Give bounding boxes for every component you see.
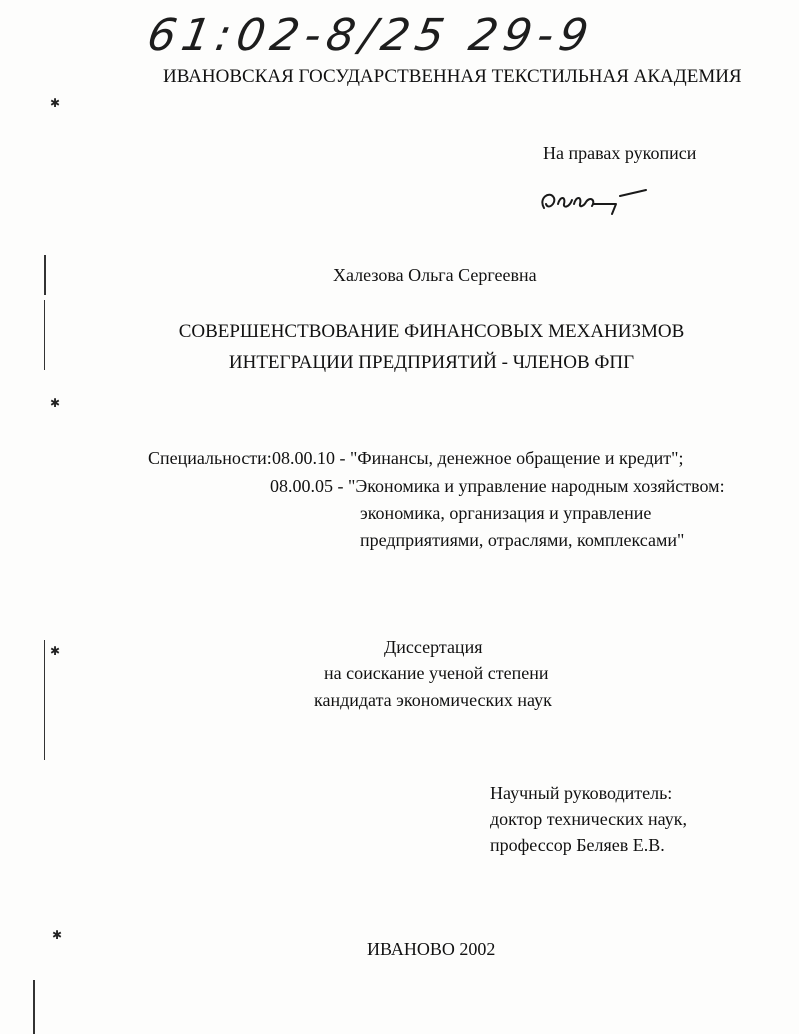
author-signature <box>536 182 654 224</box>
supervisor-name: профессор Беляев Е.В. <box>490 835 665 855</box>
manuscript-note: На правах рукописи <box>543 143 697 163</box>
dissertation-label: Диссертация <box>384 637 483 657</box>
specialty-line-3: экономика, организация и управление <box>360 503 652 523</box>
scan-speck: ✱ <box>52 928 63 942</box>
degree-name: кандидата экономических наук <box>314 690 552 710</box>
author-name: Халезова Ольга Сергеевна <box>333 265 537 285</box>
city-year: ИВАНОВО 2002 <box>367 939 496 959</box>
scan-speck: ✱ <box>50 96 61 110</box>
scan-speck: ✱ <box>50 644 61 658</box>
supervisor-degree: доктор технических наук, <box>490 809 687 829</box>
specialties-label: Специальности: <box>148 448 272 468</box>
dissertation-title-line-1: СОВЕРШЕНСТВОВАНИЕ ФИНАНСОВЫХ МЕХАНИЗМОВ <box>178 321 685 342</box>
scan-mark <box>44 640 45 760</box>
specialty-line-1: 08.00.10 - "Финансы, денежное обращение и кредит"; <box>272 448 684 468</box>
institution-name: ИВАНОВСКАЯ ГОСУДАРСТВЕННАЯ ТЕКСТИЛЬНАЯ АКАДЕМИЯ <box>163 66 742 87</box>
scan-mark <box>33 980 35 1034</box>
degree-purpose: на соискание ученой степени <box>324 663 549 683</box>
scan-mark <box>44 300 45 370</box>
scan-speck: ✱ <box>50 396 61 410</box>
catalog-number-handwritten: 61:02-8/25 29-9 <box>143 10 598 61</box>
dissertation-title-line-2: ИНТЕГРАЦИИ ПРЕДПРИЯТИЙ - ЧЛЕНОВ ФПГ <box>228 352 635 373</box>
scan-mark <box>44 255 46 295</box>
supervisor-label: Научный руководитель: <box>490 783 673 803</box>
specialty-line-4: предприятиями, отраслями, комплексами" <box>360 530 685 550</box>
specialty-line-2: 08.00.05 - "Экономика и управление народным хозяйством: <box>270 476 725 496</box>
